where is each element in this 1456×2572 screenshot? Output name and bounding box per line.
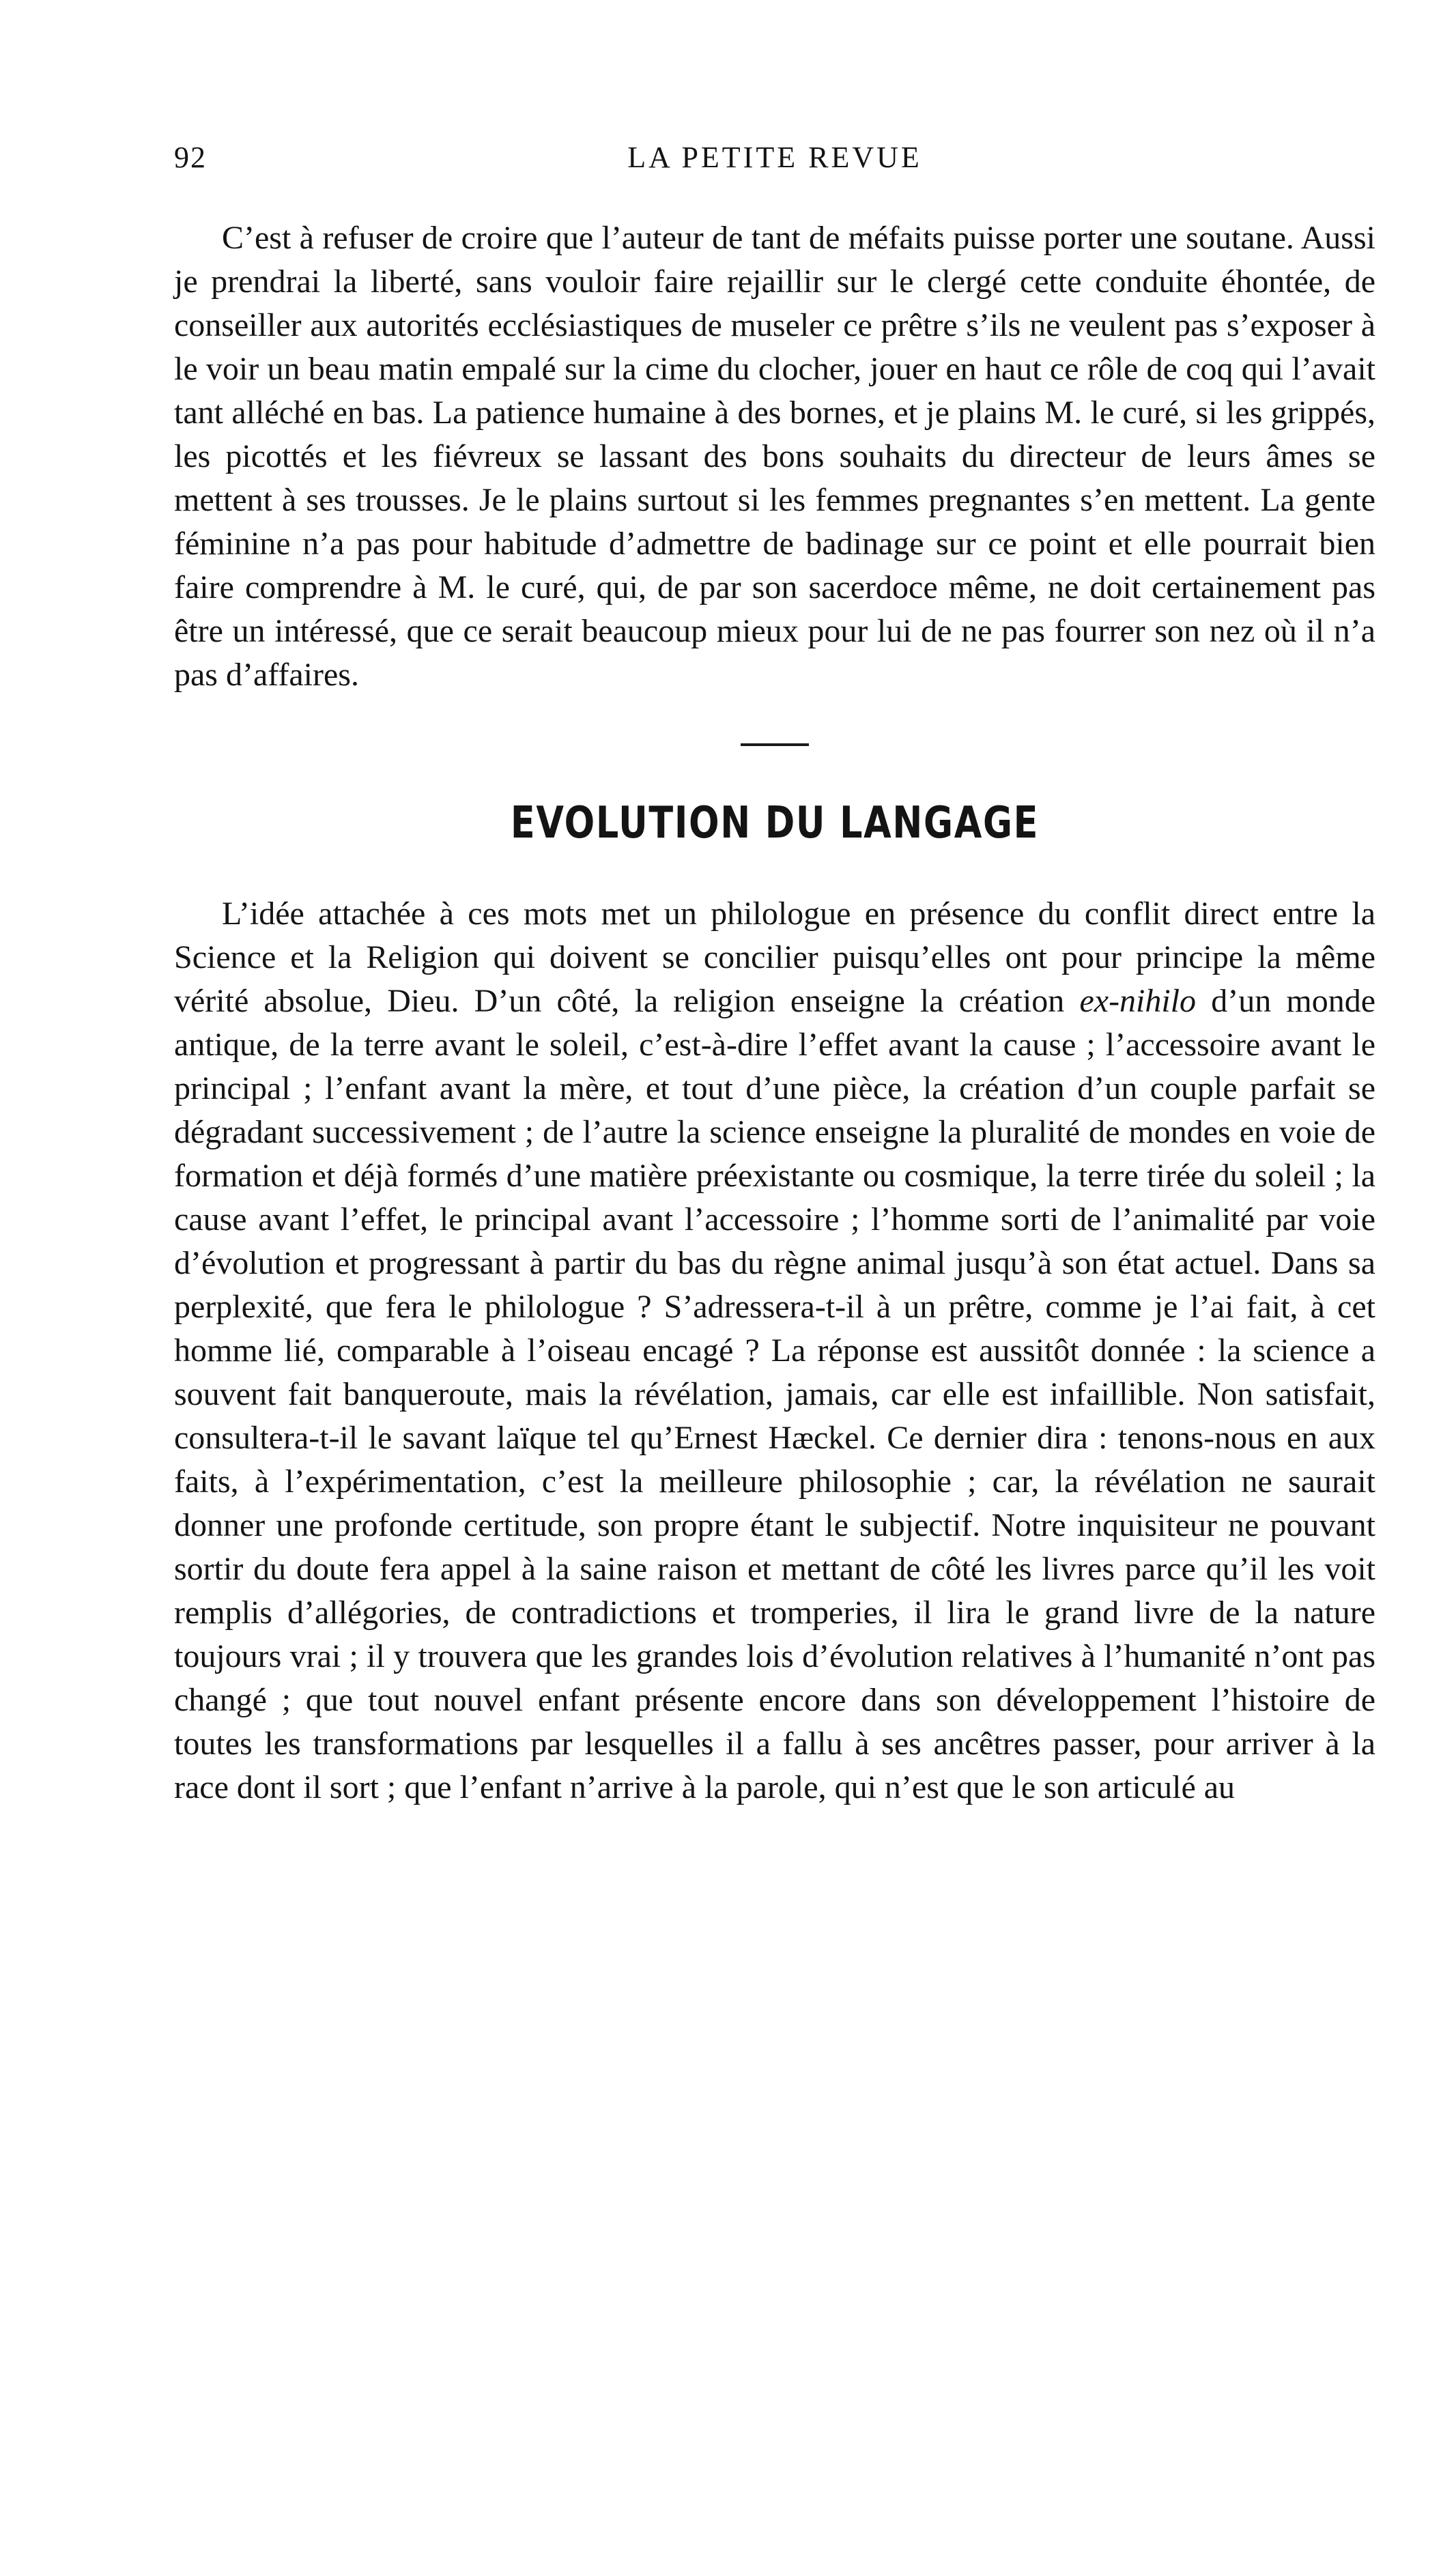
journal-title: LA PETITE REVUE	[627, 141, 922, 174]
book-page	[174, 140, 1375, 1810]
body-paragraph-1: C’est à refuser de croire que l’auteur de tant de méfaits puisse porter une soutane. Aussi je prendrai la liberté, sans vouloir faire rejaillir sur le clergé cette conduite éhontée, de conseiller aux autorités ecclésiastiques de museler ce prêtre s’ils ne veulent pas s’exposer à le voir un beau matin empalé sur la cime du clocher, jouer en haut ce rôle de coq qui l’avait tant alléché en bas. La patience humaine à des bornes, et je plains M. le curé, si les grippés, les picottés et les fiévreux se lassant des bons souhaits du directeur de leurs âmes se mettent à ses trousses. Je le plains surtout si les femmes pregnantes s’en mettent. La gente féminine n’a pas pour habitude d’admettre de badinage sur ce point et elle pourrait bien faire comprendre à M. le curé, qui, de par son sacerdoce même, ne doit certainement pas être un intéressé, que ce serait beaucoup mieux pour lui de ne pas fourrer son nez où il n’a pas d’affaires.	[174, 220, 1375, 693]
section-divider	[741, 743, 809, 746]
running-head	[174, 140, 1375, 181]
page-number: 92	[174, 141, 207, 174]
body-paragraph-2	[174, 892, 1375, 1810]
italic-latin-phrase: ex-nihilo	[1079, 983, 1197, 1019]
section-heading: EVOLUTION DU LANGAGE	[510, 798, 1040, 848]
paragraph-2-text-start: L’idée attachée à ces mots met un philologue en présence du conflit direct entre la Science et la Religion qui doivent se concilier puisqu’elles ont pour principe la même vérité absolue, Dieu. D’un côté, la religion enseigne la création	[174, 896, 1375, 1019]
paragraph-2-text-end: d’un monde antique, de la terre avant le soleil, c’est-à-dire l’effet avant la cause ; l’accessoire avant le principal ; l’enfant avant la mère, et tout d’une pièce, la création d’un couple parfait se dégradant successivement ; de l’autre la science enseigne la pluralité de mondes en voie de formation et déjà formés d’une matière préexistante ou cosmique, la terre tirée du soleil ; la cause avant l’effet, le principal avant l’accessoire ; l’homme sorti de l’animalité par voie d’évolution et progressant à partir du bas du règne animal jusqu’à son état actuel. Dans sa perplexité, que fera le philologue ? S’adressera-t-il à un prêtre, comme je l’ai fait, à cet homme lié, comparable à l’oiseau encagé ? La réponse est aussitôt donnée : la science a souvent fait banqueroute, mais la révélation, jamais, car elle est infaillible. Non satisfait, consultera-t-il le savant laïque tel qu’Ernest Hæckel. Ce dernier dira : tenons-nous en aux faits, à l’expérimentation, c’est la meilleure philosophie ; car, la révélation ne saurait donner une profonde certitude, son propre étant le subjectif. Notre inquisiteur ne pouvant sortir du doute fera appel à la saine raison et mettant de côté les livres parce qu’il les voit remplis d’allégories, de contradictions et tromperies, il lira le grand livre de la nature toujours vrai ; il y trouvera que les grandes lois d’évolution relatives à l’humanité n’ont pas changé ; que tout nouvel enfant présente encore dans son développement l’histoire de toutes les transformations par lesquelles il a fallu à ses ancêtres passer, pour arriver à la race dont il sort ; que l’enfant n’arrive à la parole, qui n’est que le son articulé au	[174, 983, 1376, 1805]
